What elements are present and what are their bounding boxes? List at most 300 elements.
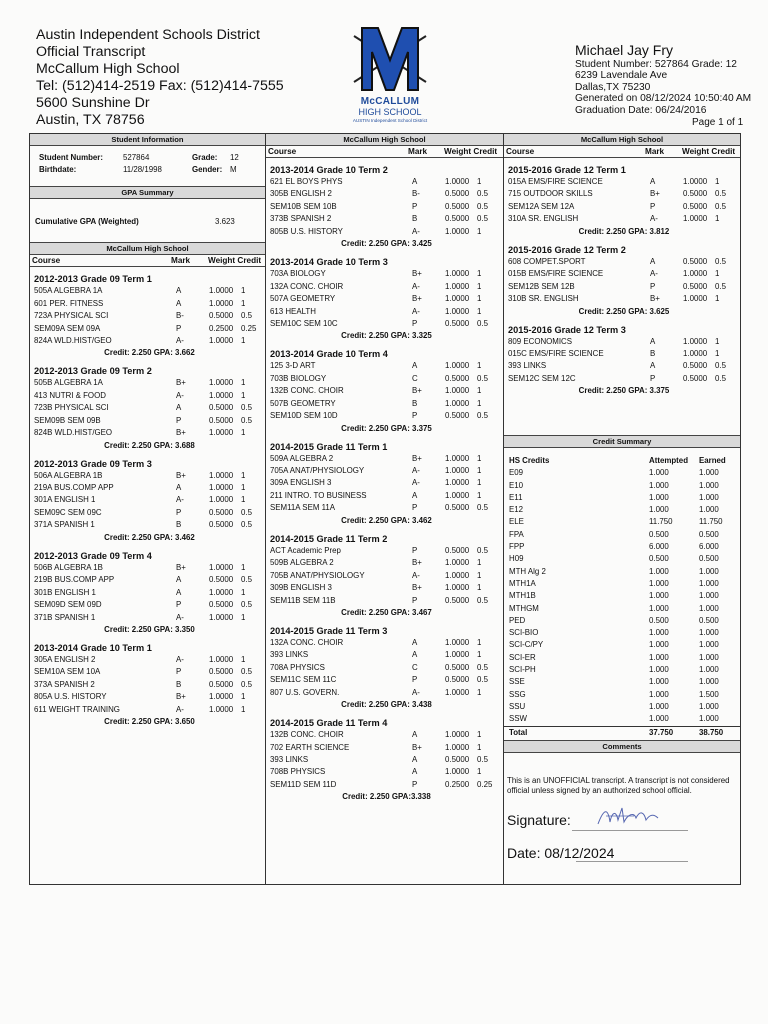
credit-row [509, 639, 740, 651]
credit-row [509, 553, 740, 565]
course-row [34, 679, 265, 691]
course-credit: 0.5 [241, 600, 252, 610]
course-weight: 0.5000 [209, 311, 234, 321]
course-name: 373A SPANISH 2 [34, 679, 95, 689]
course-name: 702 EARTH SCIENCE [270, 742, 350, 752]
course-credit: 1 [241, 495, 246, 505]
course-mark: B+ [412, 294, 422, 304]
course-credit: 1 [477, 269, 482, 279]
credit-category: SSG [509, 689, 526, 699]
course-credit: 1 [477, 294, 482, 304]
credit-attempted: 1.000 [649, 566, 669, 576]
course-row [34, 519, 265, 531]
col3-course-header: Course [506, 147, 535, 156]
course-row [270, 595, 503, 607]
term-block [34, 365, 265, 451]
course-name: 611 WEIGHT TRAINING [34, 704, 120, 714]
course-credit: 0.5 [241, 575, 252, 585]
school-header [36, 27, 284, 129]
course-mark: B [176, 520, 182, 530]
course-credit: 1 [477, 767, 482, 777]
credit-attempted: 1.000 [649, 505, 669, 515]
term-title: 2015-2016 Grade 12 Term 2 [508, 244, 626, 255]
course-weight: 0.5000 [209, 667, 234, 677]
birthdate-value: 11/28/1998 [123, 165, 162, 175]
course-name: 132A CONC. CHOIR [270, 281, 344, 291]
course-weight: 1.0000 [445, 637, 470, 647]
course-name: 371A SPANISH 1 [34, 520, 95, 530]
birthdate-label: Birthdate: [39, 165, 77, 175]
course-credit: 1 [715, 269, 720, 279]
course-weight: 1.0000 [445, 558, 470, 568]
course-credit: 0.5 [477, 662, 488, 672]
course-mark: P [412, 318, 418, 328]
term-credit-gpa: Credit: 2.250 GPA: 3.462 [104, 532, 195, 542]
credit-row [509, 492, 740, 504]
credit-category: E11 [509, 492, 523, 502]
credit-row [509, 566, 740, 578]
col3-mark-header: Mark [645, 147, 665, 156]
course-name: 708A PHYSICS [270, 662, 325, 672]
course-mark: A [176, 286, 182, 296]
course-mark: A- [412, 687, 420, 697]
term-credit-gpa: Credit: 2.250 GPA: 3.375 [578, 386, 670, 396]
course-credit: 0.5 [477, 318, 488, 328]
course-row [508, 373, 740, 385]
course-credit: 0.5 [477, 595, 488, 605]
term-credit-gpa: Credit: 2.250 GPA: 3.812 [578, 226, 670, 236]
course-weight: 0.5000 [683, 281, 708, 291]
course-weight: 0.5000 [209, 600, 234, 610]
credit-earned: 1.000 [699, 492, 719, 502]
course-name: 015B EMS/FIRE SCIENCE [508, 269, 604, 279]
course-row [34, 323, 265, 335]
course-mark: B+ [412, 583, 422, 593]
course-name: 305B ENGLISH 2 [270, 189, 332, 199]
term-title: 2014-2015 Grade 11 Term 3 [270, 625, 388, 636]
course-mark: A- [412, 281, 420, 291]
credit-earned: 1.000 [699, 480, 719, 490]
course-credit: 1 [477, 687, 482, 697]
course-mark: A- [650, 269, 658, 279]
course-weight: 1.0000 [209, 286, 234, 296]
credit-row [509, 590, 740, 602]
course-mark: B [412, 398, 418, 408]
course-weight: 1.0000 [445, 478, 470, 488]
course-name: 506A ALGEBRA 1B [34, 470, 103, 480]
course-credit: 0.5 [715, 201, 726, 211]
course-credit: 1 [715, 348, 720, 358]
credit-category: PED [509, 615, 526, 625]
credit-attempted: 1.000 [649, 701, 669, 711]
course-row [508, 293, 740, 305]
course-row [270, 766, 503, 778]
course-name: 305A ENGLISH 2 [34, 654, 96, 664]
course-weight: 1.0000 [209, 298, 234, 308]
course-row [34, 298, 265, 310]
course-mark: B- [412, 189, 420, 199]
course-name: 301A ENGLISH 1 [34, 495, 96, 505]
credit-earned: 1.000 [699, 714, 719, 724]
course-name: 219A BUS.COMP APP [34, 483, 114, 493]
course-credit: 0.5 [477, 503, 488, 513]
credit-category: MTH Alg 2 [509, 566, 546, 576]
course-row [34, 654, 265, 666]
course-weight: 1.0000 [209, 612, 234, 622]
total-label: Total [509, 727, 528, 737]
course-weight: 0.5000 [209, 507, 234, 517]
course-credit: 0.5 [715, 281, 726, 291]
credit-category: E12 [509, 505, 524, 515]
hs-credits-header: HS Credits [509, 456, 550, 465]
term-title: 2012-2013 Grade 09 Term 3 [34, 458, 152, 469]
course-mark: A [412, 490, 418, 500]
course-weight: 1.0000 [209, 654, 234, 664]
course-mark: A- [412, 226, 420, 236]
credit-row [509, 664, 740, 676]
course-weight: 1.0000 [445, 583, 470, 593]
course-name: SEM12B SEM 12B [508, 281, 575, 291]
course-weight: 1.0000 [445, 177, 470, 186]
course-name: 824B WLD.HIST/GEO [34, 428, 113, 438]
course-weight: 1.0000 [445, 281, 470, 291]
course-mark: B+ [176, 692, 186, 702]
credit-row [509, 541, 740, 553]
course-mark: A- [412, 478, 420, 488]
course-row [270, 293, 503, 305]
course-credit: 0.25 [241, 323, 257, 333]
course-row [508, 281, 740, 293]
course-weight: 1.0000 [445, 294, 470, 304]
term-block [270, 164, 503, 250]
course-mark: A [412, 177, 418, 186]
credit-row [509, 652, 740, 664]
course-mark: P [650, 281, 656, 291]
term-title: 2014-2015 Grade 11 Term 1 [270, 441, 388, 452]
course-mark: A [176, 575, 182, 585]
course-row [34, 402, 265, 414]
course-mark: P [650, 373, 656, 383]
term-credit-gpa: Credit: 2.250 GPA: 3.650 [104, 717, 195, 727]
course-weight: 1.0000 [445, 490, 470, 500]
course-mark: A [176, 587, 182, 597]
term-title: 2013-2014 Grade 10 Term 2 [270, 165, 388, 175]
course-mark: A [176, 298, 182, 308]
course-row [508, 201, 740, 213]
credit-attempted: 1.000 [649, 689, 669, 699]
course-credit: 1 [241, 286, 246, 296]
course-name: SEM11C SEM 11C [270, 675, 337, 685]
credit-attempted: 1.000 [649, 665, 669, 675]
credit-category: FPP [509, 542, 525, 552]
course-name: 824A WLD.HIST/GEO [34, 335, 112, 345]
course-credit: 1 [241, 483, 246, 493]
course-name: 132B CONC. CHOIR [270, 386, 344, 396]
course-name: 507B GEOMETRY [270, 398, 336, 408]
term-block [34, 642, 265, 728]
course-credit: 0.5 [241, 520, 252, 530]
term-title: 2015-2016 Grade 12 Term 3 [508, 324, 626, 335]
course-credit: 1 [241, 562, 246, 572]
credit-earned: 1.000 [699, 640, 719, 650]
term-title: 2013-2014 Grade 10 Term 3 [270, 257, 388, 268]
course-credit: 0.5 [715, 373, 726, 383]
course-row [270, 502, 503, 514]
course-credit: 0.5 [477, 201, 488, 211]
course-row [34, 285, 265, 297]
credit-row [509, 689, 740, 701]
course-name: SEM10B SEM 10B [270, 201, 337, 211]
col2-school-title: McCallum High School [266, 134, 503, 146]
credit-row [509, 603, 740, 615]
course-credit: 1 [477, 361, 482, 371]
course-mark: P [412, 503, 418, 513]
transcript-title: Official Transcript [36, 44, 146, 60]
course-name: 125 3-D ART [270, 361, 316, 371]
course-weight: 1.0000 [209, 335, 234, 345]
course-name: 705B ANAT/PHYSIOLOGY [270, 570, 365, 580]
course-row [34, 482, 265, 494]
gpa-label: Cumulative GPA (Weighted) [35, 216, 139, 226]
course-row [270, 687, 503, 699]
credit-earned: 1.000 [699, 603, 719, 613]
course-weight: 1.0000 [683, 214, 708, 224]
term-block [34, 458, 265, 544]
attempted-header: Attempted [649, 456, 689, 465]
term-block [270, 441, 503, 527]
credit-row [509, 713, 740, 725]
credit-summary-rows [504, 467, 740, 725]
school-phone: Tel: (512)414-2519 Fax: (512)414-7555 [36, 78, 284, 94]
course-weight: 1.0000 [209, 704, 234, 714]
column-1 [30, 134, 265, 728]
date-line [576, 861, 688, 862]
credit-attempted: 1.000 [649, 714, 669, 724]
course-credit: 0.5 [241, 667, 252, 677]
course-credit: 1 [477, 226, 482, 236]
credit-row [509, 516, 740, 528]
course-weight: 0.5000 [445, 373, 470, 383]
student-header [575, 42, 751, 116]
course-credit: 0.5 [477, 373, 488, 383]
credit-attempted: 0.500 [649, 529, 669, 539]
course-weight: 1.0000 [683, 336, 708, 346]
course-name: 703B BIOLOGY [270, 373, 327, 383]
term-title: 2012-2013 Grade 09 Term 1 [34, 274, 152, 285]
school-address: 5600 Sunshine Dr [36, 95, 150, 111]
credit-attempted: 1.000 [649, 468, 669, 478]
credit-row [509, 480, 740, 492]
grade-label: Grade: [192, 153, 218, 162]
credit-attempted: 1.000 [649, 628, 669, 638]
course-credit: 0.5 [477, 545, 488, 555]
course-name: 505A ALGEBRA 1A [34, 286, 103, 296]
course-mark: B+ [650, 294, 660, 304]
course-weight: 1.0000 [683, 294, 708, 304]
student-number-value: 527864 [123, 153, 150, 162]
credit-earned: 0.500 [699, 615, 719, 625]
course-name: 132A CONC. CHOIR [270, 637, 344, 647]
course-mark: P [412, 779, 418, 789]
course-row [270, 281, 503, 293]
course-credit: 1 [477, 570, 482, 580]
credit-summary-title: Credit Summary [504, 435, 740, 448]
course-row [270, 306, 503, 318]
credit-earned: 1.000 [699, 505, 719, 515]
course-mark: A- [176, 390, 184, 400]
column-3 [504, 134, 740, 751]
course-weight: 0.5000 [445, 755, 470, 764]
course-name: SEM10A SEM 10A [34, 667, 101, 677]
term-credit-gpa: Credit: 2.250 GPA: 3.325 [341, 331, 432, 341]
course-row [34, 562, 265, 574]
comments-title: Comments [504, 740, 740, 753]
course-row [34, 704, 265, 716]
col2-weight-header: Weight Credit [444, 147, 498, 156]
course-name: 371B SPANISH 1 [34, 612, 96, 622]
course-name: 506B ALGEBRA 1B [34, 562, 103, 572]
course-weight: 0.5000 [445, 662, 470, 672]
course-weight: 1.0000 [445, 742, 470, 752]
col2-mark-header: Mark [408, 147, 428, 156]
course-mark: P [176, 667, 182, 677]
course-credit: 1 [477, 730, 482, 740]
course-credit: 1 [477, 742, 482, 752]
credit-earned: 1.000 [699, 468, 719, 478]
credit-category: FPA [509, 529, 524, 539]
course-credit: 0.5 [477, 411, 488, 421]
student-number-line: Student Number: 527864 Grade: 12 [575, 59, 737, 70]
course-row [270, 226, 503, 238]
course-weight: 0.5000 [445, 411, 470, 421]
course-weight: 0.5000 [445, 318, 470, 328]
course-name: 809 ECONOMICS [508, 336, 573, 346]
credit-row [509, 676, 740, 688]
course-credit: 1 [241, 470, 246, 480]
course-name: 393 LINKS [270, 755, 309, 764]
course-weight: 0.5000 [683, 361, 708, 371]
course-credit: 1 [241, 654, 246, 664]
course-row [270, 754, 503, 766]
course-credit: 1 [241, 692, 246, 702]
term-title: 2014-2015 Grade 11 Term 4 [270, 718, 388, 729]
term-credit-gpa: Credit: 2.250 GPA: 3.350 [104, 624, 195, 634]
course-credit: 0.5 [477, 675, 488, 685]
course-mark: P [412, 595, 418, 605]
course-name: 703A BIOLOGY [270, 269, 326, 279]
school-city: Austin, TX 78756 [36, 112, 145, 128]
course-credit: 1 [477, 306, 482, 316]
student-city: Dallas,TX 75230 [575, 81, 651, 93]
course-row [270, 742, 503, 754]
course-name: 373B SPANISH 2 [270, 214, 332, 224]
course-credit: 1 [477, 177, 482, 186]
term-credit-gpa: Credit: 2.250 GPA: 3.375 [341, 423, 432, 433]
credit-row [509, 578, 740, 590]
gender-value: M [230, 165, 237, 175]
signature-line [572, 830, 688, 831]
term-credit-gpa: Credit: 2.250 GPA: 3.688 [104, 440, 195, 450]
course-name: SEM11A SEM 11A [270, 503, 336, 513]
course-name: 708B PHYSICS [270, 767, 326, 777]
credit-category: SCI-BIO [509, 628, 539, 638]
course-weight: 0.5000 [209, 679, 234, 689]
credit-category: MTH1A [509, 578, 536, 588]
course-name: 309A ENGLISH 3 [270, 478, 332, 488]
course-row [34, 574, 265, 586]
course-row [34, 335, 265, 347]
course-weight: 1.0000 [445, 767, 470, 777]
course-weight: 1.0000 [445, 466, 470, 475]
student-street: 6239 Lavendale Ave [575, 70, 668, 82]
course-credit: 1 [715, 336, 720, 346]
col1-mark-header: Mark [171, 256, 191, 266]
course-row [34, 666, 265, 678]
course-name: 805B U.S. HISTORY [270, 226, 343, 236]
course-name: 211 INTRO. TO BUSINESS [270, 490, 367, 500]
course-row [34, 470, 265, 482]
term-credit-gpa: Credit: 2.250 GPA: 3.438 [341, 700, 432, 710]
course-weight: 1.0000 [445, 398, 470, 408]
course-weight: 0.5000 [445, 189, 470, 199]
col3-school-title: McCallum High School [504, 134, 740, 146]
course-credit: 1 [477, 398, 482, 408]
course-mark: P [176, 323, 182, 333]
course-name: SEM10D SEM 10D [270, 411, 338, 421]
course-mark: P [412, 545, 418, 555]
total-earned: 38.750 [699, 727, 724, 737]
course-credit: 1 [477, 478, 482, 488]
credit-row [509, 615, 740, 627]
course-weight: 0.5000 [445, 503, 470, 513]
course-name: 613 HEALTH [270, 306, 316, 316]
course-weight: 0.5000 [209, 575, 234, 585]
course-credit: 1 [715, 214, 720, 224]
district-name: Austin Independent Schools District [36, 27, 260, 43]
course-credit: 0.5 [241, 311, 252, 321]
course-row [508, 268, 740, 280]
course-row [270, 490, 503, 502]
course-credit: 1 [477, 453, 482, 463]
course-row [270, 582, 503, 594]
course-credit: 1 [241, 390, 246, 400]
course-row [270, 637, 503, 649]
credit-category: SCI-C/PY [509, 640, 544, 650]
date-label: Date: 08/12/2024 [507, 845, 615, 861]
course-name: 807 U.S. GOVERN. [270, 687, 340, 697]
course-weight: 0.5000 [683, 256, 708, 266]
signature-label: Signature: [507, 812, 571, 828]
course-credit: 1 [477, 281, 482, 291]
course-row [34, 691, 265, 703]
course-row [508, 176, 740, 188]
course-mark: A [412, 767, 418, 777]
course-credit: 0.5 [715, 361, 726, 371]
course-mark: A- [176, 495, 184, 505]
total-attempted: 37.750 [649, 727, 674, 737]
course-weight: 1.0000 [445, 570, 470, 580]
course-name: 805A U.S. HISTORY [34, 692, 107, 702]
col3-terms [504, 164, 740, 397]
course-mark: A- [176, 612, 184, 622]
course-row [270, 674, 503, 686]
credit-earned: 1.000 [699, 701, 719, 711]
course-mark: B+ [412, 386, 422, 396]
course-mark: A [650, 361, 656, 371]
course-name: 413 NUTRI & FOOD [34, 390, 106, 400]
term-block [508, 164, 740, 238]
course-mark: B+ [176, 562, 186, 572]
